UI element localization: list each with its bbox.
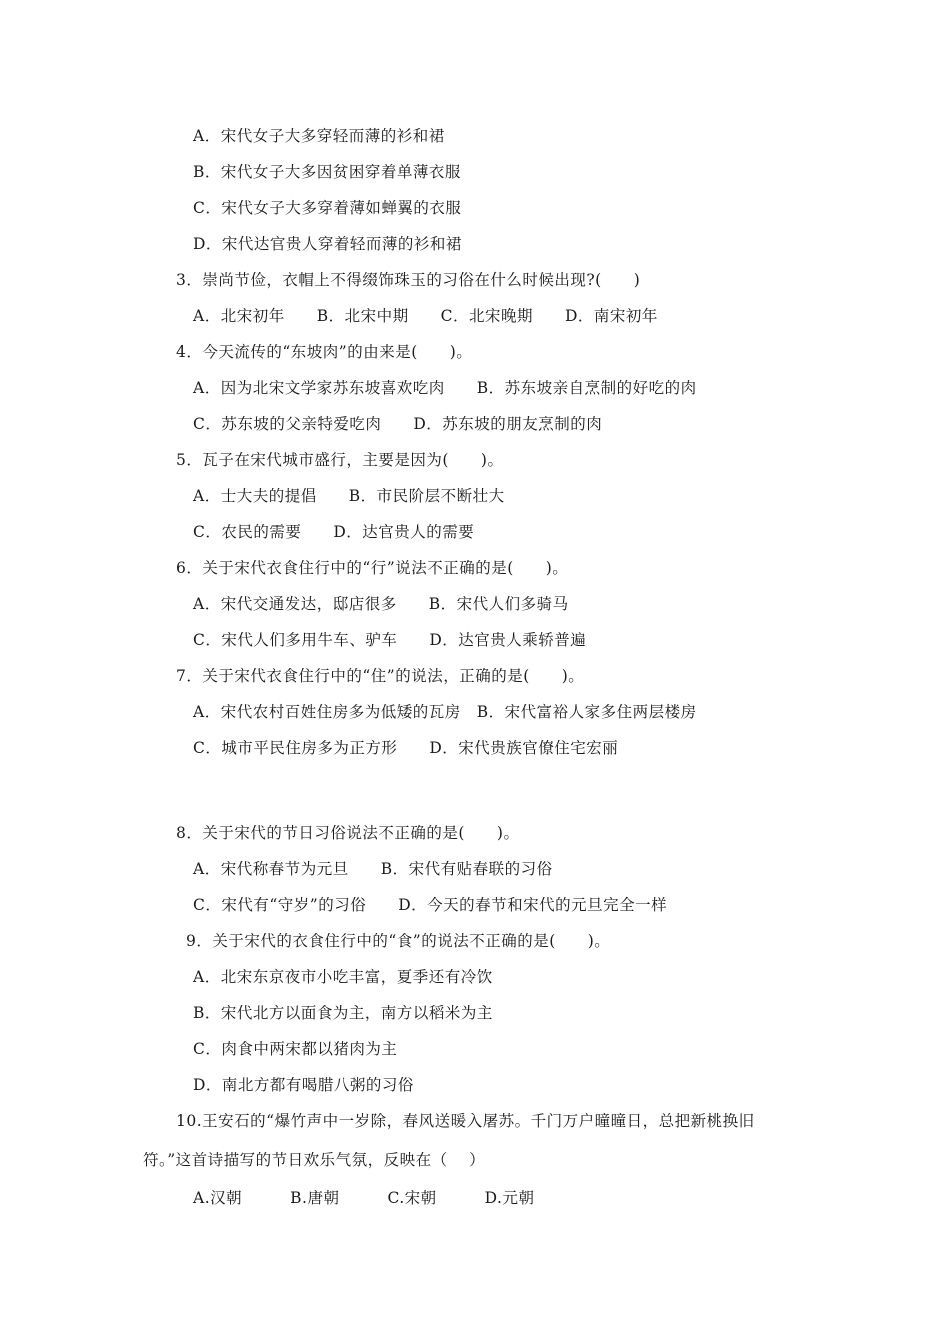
q2-option-a: A．宋代女子大多穿轻而薄的衫和裙 <box>193 127 445 145</box>
q7-stem: 7．关于宋代衣食住行中的“住”的说法，正确的是( )。 <box>176 667 585 685</box>
q2-option-c: C．宋代女子大多穿着薄如蝉翼的衣服 <box>193 199 462 217</box>
q7-options-line2: C．城市平民住房多为正方形 D．宋代贵族官僚住宅宏丽 <box>193 739 619 757</box>
q10-stem-line1: 10.王安石的“爆竹声中一岁除，春风送暖入屠苏。千门万户曈曈日，总把新桃换旧 <box>176 1112 755 1130</box>
q8-options-line1: A．宋代称春节为元旦 B．宋代有贴春联的习俗 <box>193 860 553 878</box>
q5-options-line1: A．士大夫的提倡 B．市民阶层不断壮大 <box>193 487 505 505</box>
q3-options: A．北宋初年 B．北宋中期 C．北宋晚期 D．南宋初年 <box>193 307 658 325</box>
q9-option-a: A．北宋东京夜市小吃丰富，夏季还有冷饮 <box>193 968 493 986</box>
q8-stem: 8．关于宋代的节日习俗说法不正确的是( )。 <box>176 824 520 842</box>
q9-option-d: D．南北方都有喝腊八粥的习俗 <box>193 1076 414 1094</box>
q4-options-line2: C．苏东坡的父亲特爱吃肉 D．苏东坡的朋友烹制的肉 <box>193 415 603 433</box>
q6-options-line1: A．宋代交通发达，邸店很多 B．宋代人们多骑马 <box>193 595 569 613</box>
q5-options-line2: C．农民的需要 D．达官贵人的需要 <box>193 523 475 541</box>
q7-options-line1: A．宋代农村百姓住房多为低矮的瓦房 B．宋代富裕人家多住两层楼房 <box>193 703 697 721</box>
q2-option-d: D．宋代达官贵人穿着轻而薄的衫和裙 <box>193 235 462 253</box>
q8-options-line2: C．宋代有“守岁”的习俗 D．今天的春节和宋代的元旦完全一样 <box>193 896 668 914</box>
q5-stem: 5．瓦子在宋代城市盛行，主要是因为( )。 <box>176 451 504 469</box>
q9-option-c: C．肉食中两宋都以猪肉为主 <box>193 1040 398 1058</box>
q4-options-line1: A．因为北宋文学家苏东坡喜欢吃肉 B．苏东坡亲自烹制的好吃的肉 <box>193 379 697 397</box>
q9-option-b: B．宋代北方以面食为主，南方以稻米为主 <box>193 1004 493 1022</box>
q6-options-line2: C．宋代人们多用牛车、驴车 D．达官贵人乘轿普遍 <box>193 631 587 649</box>
q2-option-b: B．宋代女子大多因贫困穿着单薄衣服 <box>193 163 461 181</box>
q6-stem: 6．关于宋代衣食住行中的“行”说法不正确的是( )。 <box>176 559 569 577</box>
q3-stem: 3．崇尚节俭，衣帽上不得缀饰珠玉的习俗在什么时候出现?( ) <box>176 271 641 289</box>
q10-stem-line2: 符。”这首诗描写的节日欢乐气氛，反映在（ ） <box>143 1151 486 1169</box>
q10-options: A.汉朝 B.唐朝 C.宋朝 D.元朝 <box>193 1189 535 1207</box>
q4-stem: 4．今天流传的“东坡肉”的由来是( )。 <box>176 343 473 361</box>
q9-stem: 9．关于宋代的衣食住行中的“食”的说法不正确的是( )。 <box>186 932 611 950</box>
